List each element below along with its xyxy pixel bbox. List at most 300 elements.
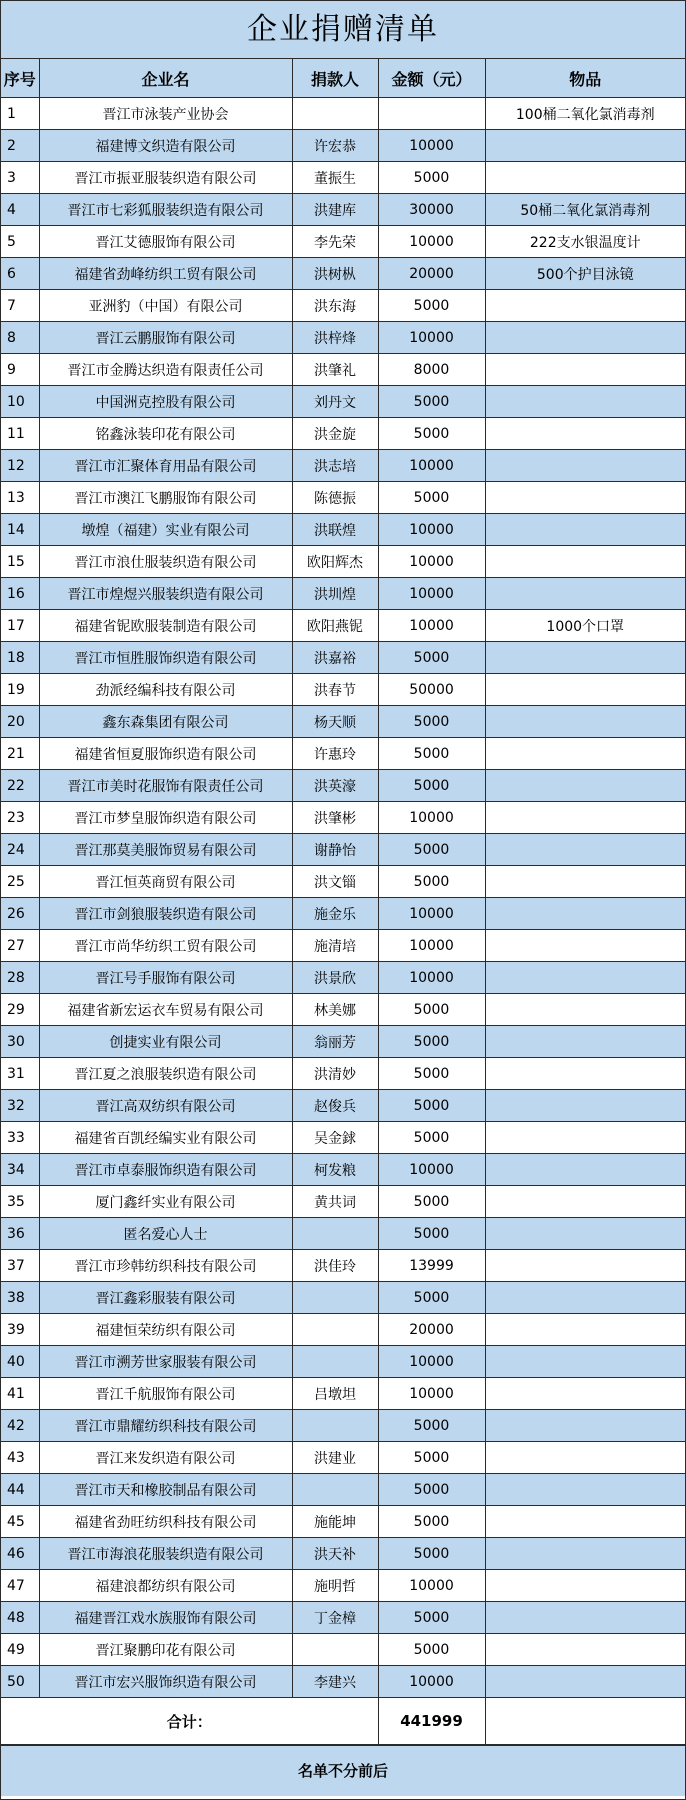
- cell-items: [485, 1506, 685, 1538]
- cell-donor: 李建兴: [292, 1666, 378, 1698]
- cell-amount: 20000: [378, 1314, 485, 1346]
- cell-amount: 5000: [378, 642, 485, 674]
- cell-items: [485, 1218, 685, 1250]
- cell-company: 匿名爱心人士: [39, 1218, 292, 1250]
- total-amount: 441999: [378, 1698, 485, 1745]
- table-row: [1, 642, 685, 674]
- cell-donor: 洪建业: [292, 1442, 378, 1474]
- cell-items: [485, 1058, 685, 1090]
- footer-note: 名单不分前后: [1, 1745, 685, 1796]
- table-row: [1, 258, 685, 290]
- cell-index: 27: [1, 930, 39, 962]
- cell-items: [485, 1410, 685, 1442]
- cell-donor: 洪肇礼: [292, 354, 378, 386]
- cell-donor: 洪春节: [292, 674, 378, 706]
- cell-items: [485, 546, 685, 578]
- cell-items: [485, 386, 685, 418]
- table-row: [1, 898, 685, 930]
- cell-index: 34: [1, 1154, 39, 1186]
- cell-donor: 吴金銶: [292, 1122, 378, 1154]
- cell-donor: 洪建库: [292, 194, 378, 226]
- table-row: [1, 802, 685, 834]
- cell-index: 42: [1, 1410, 39, 1442]
- table-row: [1, 770, 685, 802]
- sheet-title: 企业捐赠清单: [1, 1, 685, 59]
- table-row: [1, 1090, 685, 1122]
- cell-items: [485, 482, 685, 514]
- table-row: [1, 1218, 685, 1250]
- table-row: [1, 706, 685, 738]
- cell-company: 晋江艾德服饰有限公司: [39, 226, 292, 258]
- cell-company: 福建省劲峰纺织工贸有限公司: [39, 258, 292, 290]
- cell-items: 500个护目泳镜: [485, 258, 685, 290]
- table-row: [1, 194, 685, 226]
- cell-items: [485, 1090, 685, 1122]
- cell-amount: 5000: [378, 482, 485, 514]
- cell-company: 中国洲克控股有限公司: [39, 386, 292, 418]
- cell-items: [485, 130, 685, 162]
- cell-index: 25: [1, 866, 39, 898]
- table-row: [1, 1442, 685, 1474]
- cell-donor: 黄共词: [292, 1186, 378, 1218]
- table-row: [1, 962, 685, 994]
- cell-items: [485, 578, 685, 610]
- cell-items: [485, 290, 685, 322]
- cell-company: 晋江市溯芳世家服装有限公司: [39, 1346, 292, 1378]
- table-row: [1, 1538, 685, 1570]
- cell-company: 晋江市海浪花服装织造有限公司: [39, 1538, 292, 1570]
- cell-donor: 刘丹文: [292, 386, 378, 418]
- cell-amount: 5000: [378, 418, 485, 450]
- cell-items: [485, 1314, 685, 1346]
- table-row: [1, 290, 685, 322]
- cell-items: [485, 514, 685, 546]
- table-row: [1, 610, 685, 642]
- cell-amount: 10000: [378, 130, 485, 162]
- cell-company: 晋江高双纺织有限公司: [39, 1090, 292, 1122]
- cell-amount: 5000: [378, 1442, 485, 1474]
- total-label: 合计：: [1, 1698, 378, 1745]
- cell-index: 4: [1, 194, 39, 226]
- cell-donor: 杨天顺: [292, 706, 378, 738]
- cell-company: 亚洲豹（中国）有限公司: [39, 290, 292, 322]
- cell-items: [485, 162, 685, 194]
- cell-items: [485, 802, 685, 834]
- cell-index: 37: [1, 1250, 39, 1282]
- cell-amount: 5000: [378, 1634, 485, 1666]
- table-row: [1, 674, 685, 706]
- cell-index: 12: [1, 450, 39, 482]
- cell-donor: 洪佳玲: [292, 1250, 378, 1282]
- cell-donor: [292, 1282, 378, 1314]
- cell-amount: 5000: [378, 162, 485, 194]
- cell-index: 44: [1, 1474, 39, 1506]
- cell-donor: 许宏恭: [292, 130, 378, 162]
- cell-donor: [292, 1346, 378, 1378]
- table-row: [1, 418, 685, 450]
- cell-items: [485, 1474, 685, 1506]
- cell-amount: 5000: [378, 866, 485, 898]
- cell-donor: 洪志培: [292, 450, 378, 482]
- cell-index: 20: [1, 706, 39, 738]
- cell-items: 100桶二氧化氯消毒剂: [485, 98, 685, 130]
- cell-items: [485, 1538, 685, 1570]
- cell-company: 晋江市美时花服饰有限责任公司: [39, 770, 292, 802]
- cell-amount: 8000: [378, 354, 485, 386]
- cell-donor: 洪东海: [292, 290, 378, 322]
- cell-donor: [292, 98, 378, 130]
- table-row: [1, 1026, 685, 1058]
- cell-company: 鑫东森集团有限公司: [39, 706, 292, 738]
- cell-donor: 洪联煌: [292, 514, 378, 546]
- cell-donor: 洪圳煌: [292, 578, 378, 610]
- cell-items: [485, 738, 685, 770]
- cell-amount: 10000: [378, 1570, 485, 1602]
- cell-company: 晋江市七彩狐服装织造有限公司: [39, 194, 292, 226]
- cell-index: 17: [1, 610, 39, 642]
- table-row: [1, 1250, 685, 1282]
- cell-index: 22: [1, 770, 39, 802]
- table-row: [1, 450, 685, 482]
- cell-amount: 5000: [378, 706, 485, 738]
- cell-company: 晋江号手服饰有限公司: [39, 962, 292, 994]
- table-row: [1, 1666, 685, 1698]
- cell-donor: [292, 1218, 378, 1250]
- cell-index: 48: [1, 1602, 39, 1634]
- table-body: [1, 98, 685, 1698]
- table-row: [1, 1474, 685, 1506]
- cell-amount: 5000: [378, 1090, 485, 1122]
- cell-amount: 5000: [378, 738, 485, 770]
- cell-donor: 欧阳燕铌: [292, 610, 378, 642]
- cell-donor: [292, 1314, 378, 1346]
- cell-index: 40: [1, 1346, 39, 1378]
- cell-items: [485, 1122, 685, 1154]
- cell-company: 晋江鑫彩服装有限公司: [39, 1282, 292, 1314]
- table-row: [1, 354, 685, 386]
- cell-company: 晋江恒英商贸有限公司: [39, 866, 292, 898]
- cell-index: 38: [1, 1282, 39, 1314]
- cell-index: 26: [1, 898, 39, 930]
- cell-company: 晋江市剑狼服装织造有限公司: [39, 898, 292, 930]
- cell-donor: 施明哲: [292, 1570, 378, 1602]
- cell-items: [485, 1378, 685, 1410]
- table-row: [1, 930, 685, 962]
- cell-company: 福建浪都纺织有限公司: [39, 1570, 292, 1602]
- cell-company: 晋江市浪仕服装织造有限公司: [39, 546, 292, 578]
- cell-amount: 5000: [378, 1218, 485, 1250]
- cell-amount: 10000: [378, 802, 485, 834]
- cell-amount: 5000: [378, 1186, 485, 1218]
- cell-index: 10: [1, 386, 39, 418]
- cell-index: 15: [1, 546, 39, 578]
- table-row: [1, 1282, 685, 1314]
- cell-index: 1: [1, 98, 39, 130]
- cell-index: 16: [1, 578, 39, 610]
- cell-company: 晋江市煌煜兴服装织造有限公司: [39, 578, 292, 610]
- table-row: [1, 1346, 685, 1378]
- cell-amount: 5000: [378, 1538, 485, 1570]
- cell-donor: 洪天补: [292, 1538, 378, 1570]
- cell-index: 33: [1, 1122, 39, 1154]
- table-row: [1, 1058, 685, 1090]
- table-row: [1, 1154, 685, 1186]
- cell-items: [485, 1634, 685, 1666]
- cell-donor: 柯发粮: [292, 1154, 378, 1186]
- table-row: [1, 1186, 685, 1218]
- cell-index: 2: [1, 130, 39, 162]
- cell-amount: 10000: [378, 322, 485, 354]
- cell-index: 41: [1, 1378, 39, 1410]
- cell-company: 晋江市恒胜服饰织造有限公司: [39, 642, 292, 674]
- cell-amount: [378, 98, 485, 130]
- cell-donor: 洪嘉裕: [292, 642, 378, 674]
- cell-company: 福建恒荣纺织有限公司: [39, 1314, 292, 1346]
- cell-company: 福建省恒夏服饰织造有限公司: [39, 738, 292, 770]
- cell-donor: 施清培: [292, 930, 378, 962]
- cell-donor: 董振生: [292, 162, 378, 194]
- cell-amount: 10000: [378, 514, 485, 546]
- cell-company: 晋江市汇聚体育用品有限公司: [39, 450, 292, 482]
- cell-items: [485, 706, 685, 738]
- cell-company: 晋江来发织造有限公司: [39, 1442, 292, 1474]
- cell-index: 35: [1, 1186, 39, 1218]
- cell-index: 30: [1, 1026, 39, 1058]
- cell-amount: 5000: [378, 1122, 485, 1154]
- cell-company: 晋江市金腾达织造有限责任公司: [39, 354, 292, 386]
- cell-items: [485, 866, 685, 898]
- cell-items: [485, 1186, 685, 1218]
- table-row: [1, 738, 685, 770]
- cell-amount: 5000: [378, 290, 485, 322]
- cell-company: 墩煌（福建）实业有限公司: [39, 514, 292, 546]
- cell-donor: 洪文锱: [292, 866, 378, 898]
- cell-items: [485, 1602, 685, 1634]
- cell-amount: 5000: [378, 1410, 485, 1442]
- cell-items: 50桶二氧化氯消毒剂: [485, 194, 685, 226]
- cell-amount: 30000: [378, 194, 485, 226]
- table-row: [1, 1634, 685, 1666]
- table-row: [1, 578, 685, 610]
- cell-company: 福建博文织造有限公司: [39, 130, 292, 162]
- cell-index: 19: [1, 674, 39, 706]
- cell-amount: 10000: [378, 1346, 485, 1378]
- cell-items: [485, 1570, 685, 1602]
- header-company: 企业名: [39, 59, 292, 98]
- cell-donor: 施金乐: [292, 898, 378, 930]
- cell-company: 晋江云鹏服饰有限公司: [39, 322, 292, 354]
- cell-items: [485, 1346, 685, 1378]
- cell-index: 13: [1, 482, 39, 514]
- cell-amount: 10000: [378, 610, 485, 642]
- cell-donor: 洪肇彬: [292, 802, 378, 834]
- cell-amount: 10000: [378, 578, 485, 610]
- cell-index: 29: [1, 994, 39, 1026]
- cell-donor: 许惠玲: [292, 738, 378, 770]
- table-row: [1, 1602, 685, 1634]
- cell-index: 32: [1, 1090, 39, 1122]
- cell-company: 晋江聚鹏印花有限公司: [39, 1634, 292, 1666]
- cell-company: 晋江千航服饰有限公司: [39, 1378, 292, 1410]
- cell-items: [485, 930, 685, 962]
- cell-items: 222支水银温度计: [485, 226, 685, 258]
- cell-items: [485, 354, 685, 386]
- cell-company: 晋江那莫美服饰贸易有限公司: [39, 834, 292, 866]
- table-row: [1, 130, 685, 162]
- cell-donor: 吕墩坦: [292, 1378, 378, 1410]
- cell-index: 39: [1, 1314, 39, 1346]
- cell-index: 8: [1, 322, 39, 354]
- cell-company: 厦门鑫纤实业有限公司: [39, 1186, 292, 1218]
- donation-table: [1, 59, 685, 1745]
- cell-amount: 5000: [378, 834, 485, 866]
- cell-company: 晋江市宏兴服饰织造有限公司: [39, 1666, 292, 1698]
- cell-index: 3: [1, 162, 39, 194]
- table-row: [1, 482, 685, 514]
- cell-items: [485, 1026, 685, 1058]
- cell-amount: 5000: [378, 1506, 485, 1538]
- cell-donor: 赵俊兵: [292, 1090, 378, 1122]
- cell-company: 晋江市鼎耀纺织科技有限公司: [39, 1410, 292, 1442]
- cell-donor: 洪清妙: [292, 1058, 378, 1090]
- cell-amount: 13999: [378, 1250, 485, 1282]
- cell-amount: 10000: [378, 1154, 485, 1186]
- cell-company: 福建省劲旺纺织科技有限公司: [39, 1506, 292, 1538]
- cell-items: [485, 674, 685, 706]
- cell-donor: 谢静怡: [292, 834, 378, 866]
- cell-amount: 10000: [378, 962, 485, 994]
- cell-donor: [292, 1474, 378, 1506]
- cell-amount: 5000: [378, 1026, 485, 1058]
- cell-amount: 5000: [378, 1474, 485, 1506]
- cell-company: 福建省百凯经编实业有限公司: [39, 1122, 292, 1154]
- cell-index: 5: [1, 226, 39, 258]
- cell-index: 11: [1, 418, 39, 450]
- cell-amount: 5000: [378, 770, 485, 802]
- table-row: [1, 386, 685, 418]
- cell-amount: 20000: [378, 258, 485, 290]
- cell-items: [485, 322, 685, 354]
- cell-items: [485, 1442, 685, 1474]
- cell-index: 28: [1, 962, 39, 994]
- cell-amount: 10000: [378, 450, 485, 482]
- header-index: 序号: [1, 59, 39, 98]
- cell-amount: 5000: [378, 1282, 485, 1314]
- cell-items: [485, 418, 685, 450]
- cell-donor: [292, 1410, 378, 1442]
- cell-index: 6: [1, 258, 39, 290]
- total-row: [1, 1698, 685, 1745]
- cell-donor: 洪金旋: [292, 418, 378, 450]
- cell-amount: 10000: [378, 1378, 485, 1410]
- cell-donor: 洪树枞: [292, 258, 378, 290]
- total-items-cell: [485, 1698, 685, 1745]
- table-row: [1, 866, 685, 898]
- cell-index: 9: [1, 354, 39, 386]
- cell-items: [485, 642, 685, 674]
- cell-amount: 10000: [378, 546, 485, 578]
- table-row: [1, 514, 685, 546]
- cell-company: 福建省新宏运衣车贸易有限公司: [39, 994, 292, 1026]
- cell-items: [485, 994, 685, 1026]
- header-amount: 金额（元）: [378, 59, 485, 98]
- cell-company: 晋江市泳装产业协会: [39, 98, 292, 130]
- cell-company: 铭鑫泳装印花有限公司: [39, 418, 292, 450]
- cell-index: 50: [1, 1666, 39, 1698]
- cell-items: [485, 1282, 685, 1314]
- cell-items: [485, 1666, 685, 1698]
- cell-amount: 10000: [378, 226, 485, 258]
- table-row: [1, 226, 685, 258]
- cell-amount: 5000: [378, 994, 485, 1026]
- table-row: [1, 834, 685, 866]
- cell-donor: 洪景欣: [292, 962, 378, 994]
- cell-donor: 李先荣: [292, 226, 378, 258]
- cell-index: 47: [1, 1570, 39, 1602]
- cell-index: 23: [1, 802, 39, 834]
- cell-index: 49: [1, 1634, 39, 1666]
- cell-company: 晋江市卓泰服饰织造有限公司: [39, 1154, 292, 1186]
- table-row: [1, 994, 685, 1026]
- cell-index: 7: [1, 290, 39, 322]
- cell-donor: 丁金樟: [292, 1602, 378, 1634]
- cell-index: 45: [1, 1506, 39, 1538]
- cell-index: 24: [1, 834, 39, 866]
- cell-items: 1000个口罩: [485, 610, 685, 642]
- cell-index: 43: [1, 1442, 39, 1474]
- table-row: [1, 546, 685, 578]
- table-row: [1, 1122, 685, 1154]
- table-row: [1, 322, 685, 354]
- cell-company: 福建省铌欧服装制造有限公司: [39, 610, 292, 642]
- cell-items: [485, 1154, 685, 1186]
- cell-donor: 施能坤: [292, 1506, 378, 1538]
- cell-index: 46: [1, 1538, 39, 1570]
- cell-items: [485, 962, 685, 994]
- cell-index: 36: [1, 1218, 39, 1250]
- cell-company: 晋江市天和橡胶制品有限公司: [39, 1474, 292, 1506]
- cell-items: [485, 450, 685, 482]
- cell-donor: 陈德振: [292, 482, 378, 514]
- cell-amount: 10000: [378, 930, 485, 962]
- table-row: [1, 98, 685, 130]
- table-row: [1, 1506, 685, 1538]
- table-row: [1, 1410, 685, 1442]
- cell-donor: 洪英濠: [292, 770, 378, 802]
- header-donor: 捐款人: [292, 59, 378, 98]
- cell-donor: 林美娜: [292, 994, 378, 1026]
- cell-items: [485, 834, 685, 866]
- cell-index: 14: [1, 514, 39, 546]
- cell-index: 21: [1, 738, 39, 770]
- cell-items: [485, 898, 685, 930]
- cell-amount: 50000: [378, 674, 485, 706]
- cell-donor: 翁丽芳: [292, 1026, 378, 1058]
- cell-items: [485, 770, 685, 802]
- cell-company: 晋江市梦皇服饰织造有限公司: [39, 802, 292, 834]
- cell-company: 福建晋江戏水族服饰有限公司: [39, 1602, 292, 1634]
- cell-company: 晋江夏之浪服装织造有限公司: [39, 1058, 292, 1090]
- cell-company: 晋江市澳江飞鹏服饰有限公司: [39, 482, 292, 514]
- table-row: [1, 1378, 685, 1410]
- cell-amount: 10000: [378, 1666, 485, 1698]
- cell-amount: 5000: [378, 1602, 485, 1634]
- table-row: [1, 1314, 685, 1346]
- table-row: [1, 1570, 685, 1602]
- cell-amount: 5000: [378, 386, 485, 418]
- cell-items: [485, 1250, 685, 1282]
- cell-amount: 10000: [378, 898, 485, 930]
